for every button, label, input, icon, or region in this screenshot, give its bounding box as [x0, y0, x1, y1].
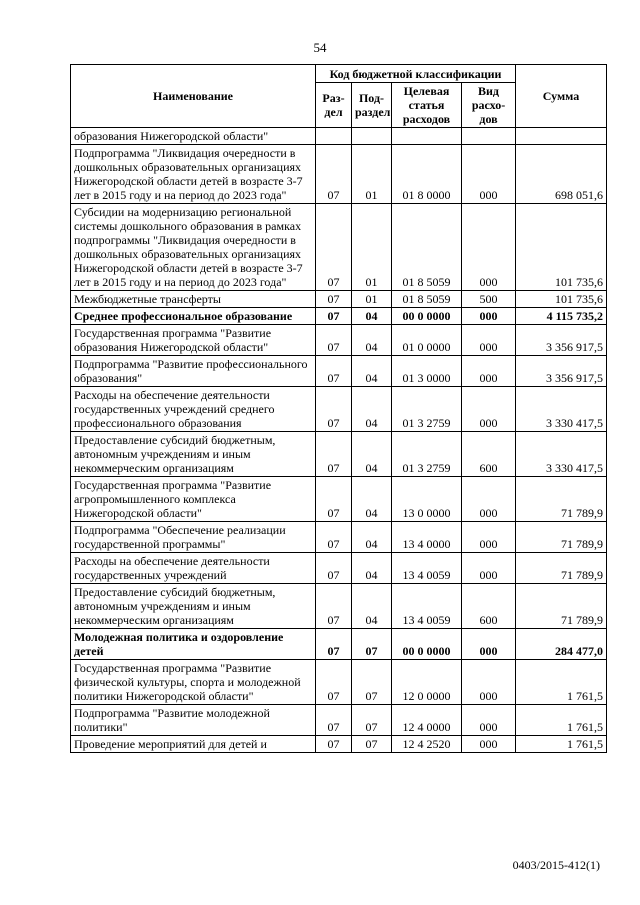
table-row	[71, 522, 607, 553]
cell-target	[392, 128, 462, 145]
cell-target: 01 3 2759	[392, 432, 462, 477]
cell-target: 13 4 0059	[392, 553, 462, 584]
cell-type: 000	[462, 736, 516, 753]
cell-type: 000	[462, 477, 516, 522]
cell-target: 12 4 0000	[392, 705, 462, 736]
cell-subsection: 04	[352, 584, 392, 629]
cell-type: 000	[462, 522, 516, 553]
cell-target: 13 0 0000	[392, 477, 462, 522]
table-body	[71, 128, 607, 753]
cell-target: 13 4 0000	[392, 522, 462, 553]
cell-name: Предоставление субсидий бюджетным, автономным учреждениям и иным некоммерческим организациям	[71, 584, 316, 629]
cell-target: 12 0 0000	[392, 660, 462, 705]
cell-target: 01 3 0000	[392, 356, 462, 387]
cell-type: 000	[462, 629, 516, 660]
table-row	[71, 584, 607, 629]
cell-target: 00 0 0000	[392, 629, 462, 660]
cell-name: Межбюджетные трансферты	[71, 291, 316, 308]
cell-target: 00 0 0000	[392, 308, 462, 325]
cell-type: 000	[462, 308, 516, 325]
table-row	[71, 736, 607, 753]
cell-subsection: 07	[352, 629, 392, 660]
cell-name: Подпрограмма "Ликвидация очередности в дошкольных образовательных организациях Нижегородской области детей в возрасте 3-7 лет в 2015 году и на период до 2023 года"	[71, 145, 316, 204]
cell-target: 01 8 5059	[392, 204, 462, 291]
table-row	[71, 705, 607, 736]
cell-section: 07	[316, 387, 352, 432]
cell-type	[462, 128, 516, 145]
cell-type: 600	[462, 584, 516, 629]
cell-section: 07	[316, 145, 352, 204]
cell-section: 07	[316, 356, 352, 387]
cell-target: 01 8 5059	[392, 291, 462, 308]
header-subsection: Под- раздел	[352, 83, 392, 128]
cell-sum: 3 330 417,5	[516, 432, 607, 477]
cell-target: 13 4 0059	[392, 584, 462, 629]
cell-subsection: 01	[352, 291, 392, 308]
cell-section: 07	[316, 736, 352, 753]
cell-target: 01 0 0000	[392, 325, 462, 356]
page-number: 54	[313, 40, 327, 55]
cell-name: образования Нижегородской области"	[71, 128, 316, 145]
cell-subsection: 04	[352, 356, 392, 387]
header-type: Вид расхо- дов	[462, 83, 516, 128]
table-row	[71, 432, 607, 477]
cell-section: 07	[316, 522, 352, 553]
table-row	[71, 356, 607, 387]
table-row	[71, 477, 607, 522]
table-row	[71, 308, 607, 325]
cell-sum: 101 735,6	[516, 291, 607, 308]
table-row	[71, 629, 607, 660]
cell-section: 07	[316, 325, 352, 356]
table-row	[71, 325, 607, 356]
cell-section: 07	[316, 629, 352, 660]
cell-sum: 101 735,6	[516, 204, 607, 291]
cell-name: Субсидии на модернизацию региональной системы дошкольного образования в рамках подпрограммы "Ликвидация очередности в дошкольных образовательных организациях Нижегородской области детей в возрасте 3-7 лет в 2015 году и на период до 2023 года"	[71, 204, 316, 291]
cell-type: 500	[462, 291, 516, 308]
cell-sum	[516, 128, 607, 145]
cell-type: 000	[462, 204, 516, 291]
cell-name: Молодежная политика и оздоровление детей	[71, 629, 316, 660]
cell-sum: 71 789,9	[516, 477, 607, 522]
cell-sum: 3 356 917,5	[516, 356, 607, 387]
cell-section: 07	[316, 584, 352, 629]
cell-subsection: 04	[352, 308, 392, 325]
cell-section: 07	[316, 477, 352, 522]
table-row	[71, 128, 607, 145]
cell-subsection: 07	[352, 660, 392, 705]
table-row	[71, 291, 607, 308]
cell-section: 07	[316, 660, 352, 705]
cell-name: Расходы на обеспечение деятельности государственных учреждений	[71, 553, 316, 584]
cell-section	[316, 128, 352, 145]
cell-name: Предоставление субсидий бюджетным, автономным учреждениям и иным некоммерческим организациям	[71, 432, 316, 477]
cell-name: Подпрограмма "Обеспечение реализации государственной программы"	[71, 522, 316, 553]
cell-sum: 4 115 735,2	[516, 308, 607, 325]
cell-subsection: 01	[352, 204, 392, 291]
cell-target: 12 4 2520	[392, 736, 462, 753]
table-row	[71, 145, 607, 204]
header-sum: Сумма	[516, 65, 607, 128]
cell-sum: 71 789,9	[516, 522, 607, 553]
cell-target: 01 3 2759	[392, 387, 462, 432]
header-section: Раз- дел	[316, 83, 352, 128]
cell-name: Расходы на обеспечение деятельности государственных учреждений среднего профессионального образования	[71, 387, 316, 432]
header-classification-group: Код бюджетной классификации	[316, 65, 516, 83]
cell-name: Проведение мероприятий для детей и	[71, 736, 316, 753]
table-row	[71, 387, 607, 432]
cell-type: 000	[462, 387, 516, 432]
cell-sum: 3 356 917,5	[516, 325, 607, 356]
cell-subsection	[352, 128, 392, 145]
cell-section: 07	[316, 308, 352, 325]
cell-sum: 71 789,9	[516, 553, 607, 584]
cell-type: 000	[462, 553, 516, 584]
cell-sum: 698 051,6	[516, 145, 607, 204]
cell-name: Государственная программа "Развитие физической культуры, спорта и молодежной политики Нижегородской области"	[71, 660, 316, 705]
cell-sum: 1 761,5	[516, 660, 607, 705]
cell-subsection: 01	[352, 145, 392, 204]
cell-name: Государственная программа "Развитие агропромышленного комплекса Нижегородской области"	[71, 477, 316, 522]
cell-type: 000	[462, 660, 516, 705]
cell-name: Государственная программа "Развитие образования Нижегородской области"	[71, 325, 316, 356]
cell-type: 600	[462, 432, 516, 477]
table-row	[71, 553, 607, 584]
budget-table	[70, 64, 607, 753]
cell-sum: 1 761,5	[516, 736, 607, 753]
cell-subsection: 04	[352, 553, 392, 584]
cell-section: 07	[316, 204, 352, 291]
cell-name: Среднее профессиональное образование	[71, 308, 316, 325]
cell-section: 07	[316, 553, 352, 584]
cell-sum: 71 789,9	[516, 584, 607, 629]
cell-sum: 284 477,0	[516, 629, 607, 660]
cell-subsection: 04	[352, 432, 392, 477]
header-target: Целевая статья расходов	[392, 83, 462, 128]
cell-subsection: 07	[352, 736, 392, 753]
cell-subsection: 07	[352, 705, 392, 736]
cell-subsection: 04	[352, 477, 392, 522]
cell-section: 07	[316, 291, 352, 308]
cell-type: 000	[462, 356, 516, 387]
cell-subsection: 04	[352, 387, 392, 432]
cell-subsection: 04	[352, 325, 392, 356]
cell-name: Подпрограмма "Развитие молодежной политики"	[71, 705, 316, 736]
cell-target: 01 8 0000	[392, 145, 462, 204]
cell-section: 07	[316, 432, 352, 477]
document-code: 0403/2015-412(1)	[512, 858, 600, 872]
cell-sum: 3 330 417,5	[516, 387, 607, 432]
cell-name: Подпрограмма "Развитие профессионального образования"	[71, 356, 316, 387]
cell-type: 000	[462, 145, 516, 204]
cell-type: 000	[462, 705, 516, 736]
table-row	[71, 204, 607, 291]
header-name: Наименование	[71, 65, 316, 128]
cell-sum: 1 761,5	[516, 705, 607, 736]
table-row	[71, 660, 607, 705]
cell-section: 07	[316, 705, 352, 736]
cell-type: 000	[462, 325, 516, 356]
cell-subsection: 04	[352, 522, 392, 553]
